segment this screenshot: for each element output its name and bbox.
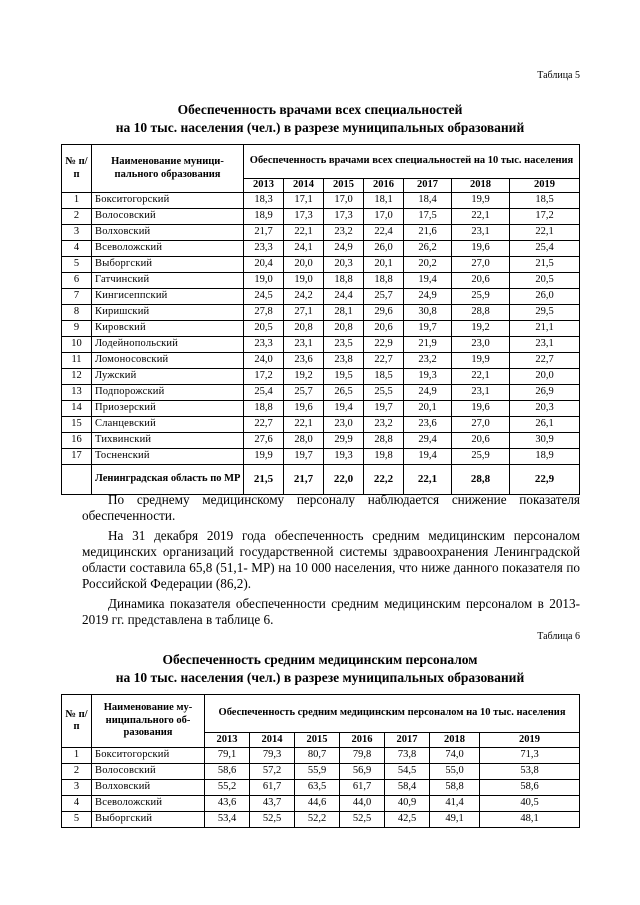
value-cell: 79,8 [340,748,385,764]
value-cell: 17,3 [324,209,364,225]
value-cell: 19,2 [452,321,510,337]
year-header: 2016 [364,179,404,193]
table-row [62,433,580,449]
table-row [62,305,580,321]
table-6-title-line2: на 10 тыс. населения (чел.) в разрезе муниципальных образований [115,670,525,685]
value-cell: 29,6 [364,305,404,321]
year-header: 2013 [244,179,284,193]
value-cell: 52,5 [250,812,295,828]
row-number: 6 [62,273,92,289]
value-cell: 21,6 [404,225,452,241]
municipality-name: Киришский [92,305,244,321]
table-row [62,273,580,289]
total-value-cell: 22,2 [364,465,404,495]
column-group-header: Обеспеченность врачами всех специальностей на 10 тыс. населения [244,145,580,179]
row-number: 15 [62,417,92,433]
municipality-name: Приозерский [92,401,244,417]
row-number: 13 [62,385,92,401]
value-cell: 19,8 [364,449,404,465]
table-5-title-line2: на 10 тыс. населения (чел.) в разрезе муниципальных образований [115,120,525,135]
row-number: 12 [62,369,92,385]
value-cell: 25,7 [364,289,404,305]
value-cell: 27,6 [244,433,284,449]
value-cell: 19,6 [452,401,510,417]
value-cell: 23,1 [510,337,580,353]
table-row [62,401,580,417]
value-cell: 56,9 [340,764,385,780]
value-cell: 19,0 [284,273,324,289]
value-cell: 20,5 [510,273,580,289]
table-5-label: Таблица 5 [537,70,580,81]
value-cell: 22,7 [510,353,580,369]
value-cell: 24,2 [284,289,324,305]
value-cell: 26,9 [510,385,580,401]
table-row [62,417,580,433]
value-cell: 18,5 [364,369,404,385]
value-cell: 20,0 [510,369,580,385]
table-6-title-line1: Обеспеченность средним медицинским персоналом [162,652,478,667]
paragraph-1: По среднему медицинскому персоналу наблюдается снижение показателя обеспеченности. [82,492,580,523]
value-cell: 18,9 [244,209,284,225]
table-row [62,812,580,828]
value-cell: 17,2 [244,369,284,385]
value-cell: 61,7 [250,780,295,796]
value-cell: 20,3 [510,401,580,417]
table-5-title [60,101,580,137]
column-header-number: № п/п [62,145,92,193]
value-cell: 20,1 [404,401,452,417]
value-cell: 20,6 [364,321,404,337]
total-name: Ленинградская область по МР [92,465,244,495]
value-cell: 19,3 [324,449,364,465]
total-value-cell: 22,9 [510,465,580,495]
value-cell: 25,7 [284,385,324,401]
value-cell: 41,4 [430,796,480,812]
value-cell: 27,0 [452,257,510,273]
value-cell: 28,8 [364,433,404,449]
value-cell: 26,1 [510,417,580,433]
value-cell: 19,9 [452,193,510,209]
row-number: 4 [62,796,92,812]
value-cell: 19,6 [452,241,510,257]
value-cell: 24,5 [244,289,284,305]
row-number: 10 [62,337,92,353]
total-value-cell: 28,8 [452,465,510,495]
table-row [62,289,580,305]
table-row [62,241,580,257]
table-row [62,225,580,241]
value-cell: 23,5 [324,337,364,353]
value-cell: 17,2 [510,209,580,225]
value-cell: 23,2 [404,353,452,369]
municipality-name: Волосовский [92,764,205,780]
table-5-title-line1: Обеспеченность врачами всех специальностей [177,102,463,117]
value-cell: 17,3 [284,209,324,225]
value-cell: 23,2 [324,225,364,241]
row-number: 5 [62,257,92,273]
total-row [62,465,580,495]
value-cell: 24,0 [244,353,284,369]
table-row [62,193,580,209]
value-cell: 19,4 [324,401,364,417]
municipality-name: Бокситогорский [92,193,244,209]
value-cell: 17,5 [404,209,452,225]
row-number: 7 [62,289,92,305]
value-cell: 22,1 [510,225,580,241]
value-cell: 40,5 [480,796,580,812]
table-row [62,796,580,812]
year-header: 2016 [340,733,385,748]
row-number: 1 [62,193,92,209]
table-6-title [60,651,580,687]
row-number: 4 [62,241,92,257]
table-row [62,449,580,465]
row-number: 3 [62,780,92,796]
value-cell: 19,7 [284,449,324,465]
year-header: 2014 [284,179,324,193]
column-group-header: Обеспеченность средним медицинским персоналом на 10 тыс. населения [205,695,580,733]
value-cell: 28,8 [452,305,510,321]
municipality-name: Ломоносовский [92,353,244,369]
value-cell: 74,0 [430,748,480,764]
value-cell: 20,2 [404,257,452,273]
value-cell: 23,3 [244,337,284,353]
municipality-name: Выборгский [92,257,244,273]
value-cell: 71,3 [480,748,580,764]
value-cell: 25,5 [364,385,404,401]
value-cell: 21,9 [404,337,452,353]
municipality-name: Тосненский [92,449,244,465]
year-header: 2018 [452,179,510,193]
value-cell: 22,7 [244,417,284,433]
total-number-cell [62,465,92,495]
table-row [62,257,580,273]
value-cell: 25,9 [452,449,510,465]
value-cell: 19,0 [244,273,284,289]
value-cell: 25,9 [452,289,510,305]
value-cell: 21,5 [510,257,580,273]
value-cell: 58,6 [205,764,250,780]
value-cell: 26,5 [324,385,364,401]
value-cell: 24,9 [404,289,452,305]
value-cell: 58,8 [430,780,480,796]
municipality-name: Гатчинский [92,273,244,289]
value-cell: 61,7 [340,780,385,796]
value-cell: 55,9 [295,764,340,780]
municipality-name: Тихвинский [92,433,244,449]
value-cell: 44,0 [340,796,385,812]
value-cell: 23,1 [284,337,324,353]
doctors-table [61,144,580,495]
value-cell: 26,0 [510,289,580,305]
total-value-cell: 21,7 [284,465,324,495]
nurses-table [61,694,580,828]
value-cell: 53,8 [480,764,580,780]
municipality-name: Подпорожский [92,385,244,401]
value-cell: 28,1 [324,305,364,321]
column-header-name: Наименование муници-пального образования [92,145,244,193]
value-cell: 49,1 [430,812,480,828]
value-cell: 22,1 [452,369,510,385]
value-cell: 40,9 [385,796,430,812]
row-number: 2 [62,764,92,780]
value-cell: 20,5 [244,321,284,337]
value-cell: 22,7 [364,353,404,369]
value-cell: 55,0 [430,764,480,780]
value-cell: 22,1 [284,417,324,433]
value-cell: 18,3 [244,193,284,209]
value-cell: 43,7 [250,796,295,812]
municipality-name: Лужский [92,369,244,385]
value-cell: 19,6 [284,401,324,417]
year-header: 2014 [250,733,295,748]
table-row [62,764,580,780]
value-cell: 57,2 [250,764,295,780]
value-cell: 19,5 [324,369,364,385]
municipality-name: Волховский [92,225,244,241]
value-cell: 23,1 [452,225,510,241]
row-number: 8 [62,305,92,321]
year-header: 2017 [385,733,430,748]
row-number: 9 [62,321,92,337]
value-cell: 30,8 [404,305,452,321]
value-cell: 26,2 [404,241,452,257]
row-number: 3 [62,225,92,241]
value-cell: 20,6 [452,273,510,289]
value-cell: 27,0 [452,417,510,433]
value-cell: 17,0 [364,209,404,225]
value-cell: 29,4 [404,433,452,449]
year-header: 2019 [480,733,580,748]
column-header-name: Наименование му-ниципального об-разования [92,695,205,748]
value-cell: 19,9 [244,449,284,465]
paragraph-2: На 31 декабря 2019 года обеспеченность средним медицинским персоналом медицинских организаций государственной системы здравоохранения Ленинградской области составила 65,8 (51,1- МР) на 10 000 населения, что ниже данного показателя по Российской Федерации (86,2). [82,528,580,591]
municipality-name: Кингисеппский [92,289,244,305]
value-cell: 23,8 [324,353,364,369]
value-cell: 54,5 [385,764,430,780]
value-cell: 20,4 [244,257,284,273]
total-value-cell: 21,5 [244,465,284,495]
value-cell: 42,5 [385,812,430,828]
total-value-cell: 22,0 [324,465,364,495]
value-cell: 20,0 [284,257,324,273]
row-number: 14 [62,401,92,417]
value-cell: 20,3 [324,257,364,273]
value-cell: 23,1 [452,385,510,401]
value-cell: 21,1 [510,321,580,337]
value-cell: 19,7 [364,401,404,417]
value-cell: 19,4 [404,449,452,465]
row-number: 5 [62,812,92,828]
value-cell: 55,2 [205,780,250,796]
value-cell: 22,9 [364,337,404,353]
year-header: 2017 [404,179,452,193]
value-cell: 18,8 [244,401,284,417]
value-cell: 20,8 [324,321,364,337]
value-cell: 79,3 [250,748,295,764]
total-value-cell: 22,1 [404,465,452,495]
year-header: 2019 [510,179,580,193]
municipality-name: Бокситогорский [92,748,205,764]
year-header: 2015 [295,733,340,748]
value-cell: 48,1 [480,812,580,828]
value-cell: 19,9 [452,353,510,369]
value-cell: 17,0 [324,193,364,209]
row-number: 11 [62,353,92,369]
year-header: 2018 [430,733,480,748]
municipality-name: Выборгский [92,812,205,828]
value-cell: 21,7 [244,225,284,241]
value-cell: 23,3 [244,241,284,257]
value-cell: 20,6 [452,433,510,449]
value-cell: 27,1 [284,305,324,321]
value-cell: 23,0 [452,337,510,353]
value-cell: 18,4 [404,193,452,209]
table-row [62,369,580,385]
value-cell: 18,8 [364,273,404,289]
value-cell: 18,8 [324,273,364,289]
row-number: 17 [62,449,92,465]
paragraph-3: Динамика показателя обеспеченности средним медицинским персоналом в 2013-2019 гг. представлена в таблице 6. [82,596,580,627]
table-row [62,337,580,353]
row-number: 1 [62,748,92,764]
value-cell: 20,8 [284,321,324,337]
row-number: 2 [62,209,92,225]
value-cell: 63,5 [295,780,340,796]
value-cell: 19,2 [284,369,324,385]
value-cell: 53,4 [205,812,250,828]
table-row [62,209,580,225]
value-cell: 25,4 [510,241,580,257]
value-cell: 29,9 [324,433,364,449]
value-cell: 27,8 [244,305,284,321]
value-cell: 19,7 [404,321,452,337]
value-cell: 29,5 [510,305,580,321]
value-cell: 44,6 [295,796,340,812]
municipality-name: Лодейнопольский [92,337,244,353]
value-cell: 30,9 [510,433,580,449]
year-header: 2013 [205,733,250,748]
value-cell: 18,1 [364,193,404,209]
table-6-label: Таблица 6 [537,631,580,642]
table-row [62,748,580,764]
value-cell: 58,6 [480,780,580,796]
value-cell: 43,6 [205,796,250,812]
value-cell: 24,9 [324,241,364,257]
value-cell: 80,7 [295,748,340,764]
municipality-name: Всеволожский [92,241,244,257]
value-cell: 24,9 [404,385,452,401]
value-cell: 18,9 [510,449,580,465]
value-cell: 17,1 [284,193,324,209]
value-cell: 24,4 [324,289,364,305]
value-cell: 23,0 [324,417,364,433]
value-cell: 23,6 [284,353,324,369]
value-cell: 19,4 [404,273,452,289]
value-cell: 23,2 [364,417,404,433]
municipality-name: Волосовский [92,209,244,225]
value-cell: 22,1 [284,225,324,241]
year-header: 2015 [324,179,364,193]
column-header-number: № п/п [62,695,92,748]
value-cell: 23,6 [404,417,452,433]
municipality-name: Сланцевский [92,417,244,433]
value-cell: 73,8 [385,748,430,764]
value-cell: 52,5 [340,812,385,828]
table-row [62,780,580,796]
value-cell: 52,2 [295,812,340,828]
value-cell: 19,3 [404,369,452,385]
table-row [62,353,580,369]
table-row [62,321,580,337]
value-cell: 58,4 [385,780,430,796]
value-cell: 20,1 [364,257,404,273]
value-cell: 22,1 [452,209,510,225]
value-cell: 18,5 [510,193,580,209]
value-cell: 24,1 [284,241,324,257]
value-cell: 26,0 [364,241,404,257]
table-row [62,385,580,401]
value-cell: 22,4 [364,225,404,241]
row-number: 16 [62,433,92,449]
municipality-name: Всеволожский [92,796,205,812]
value-cell: 79,1 [205,748,250,764]
value-cell: 28,0 [284,433,324,449]
municipality-name: Кировский [92,321,244,337]
value-cell: 25,4 [244,385,284,401]
municipality-name: Волховский [92,780,205,796]
